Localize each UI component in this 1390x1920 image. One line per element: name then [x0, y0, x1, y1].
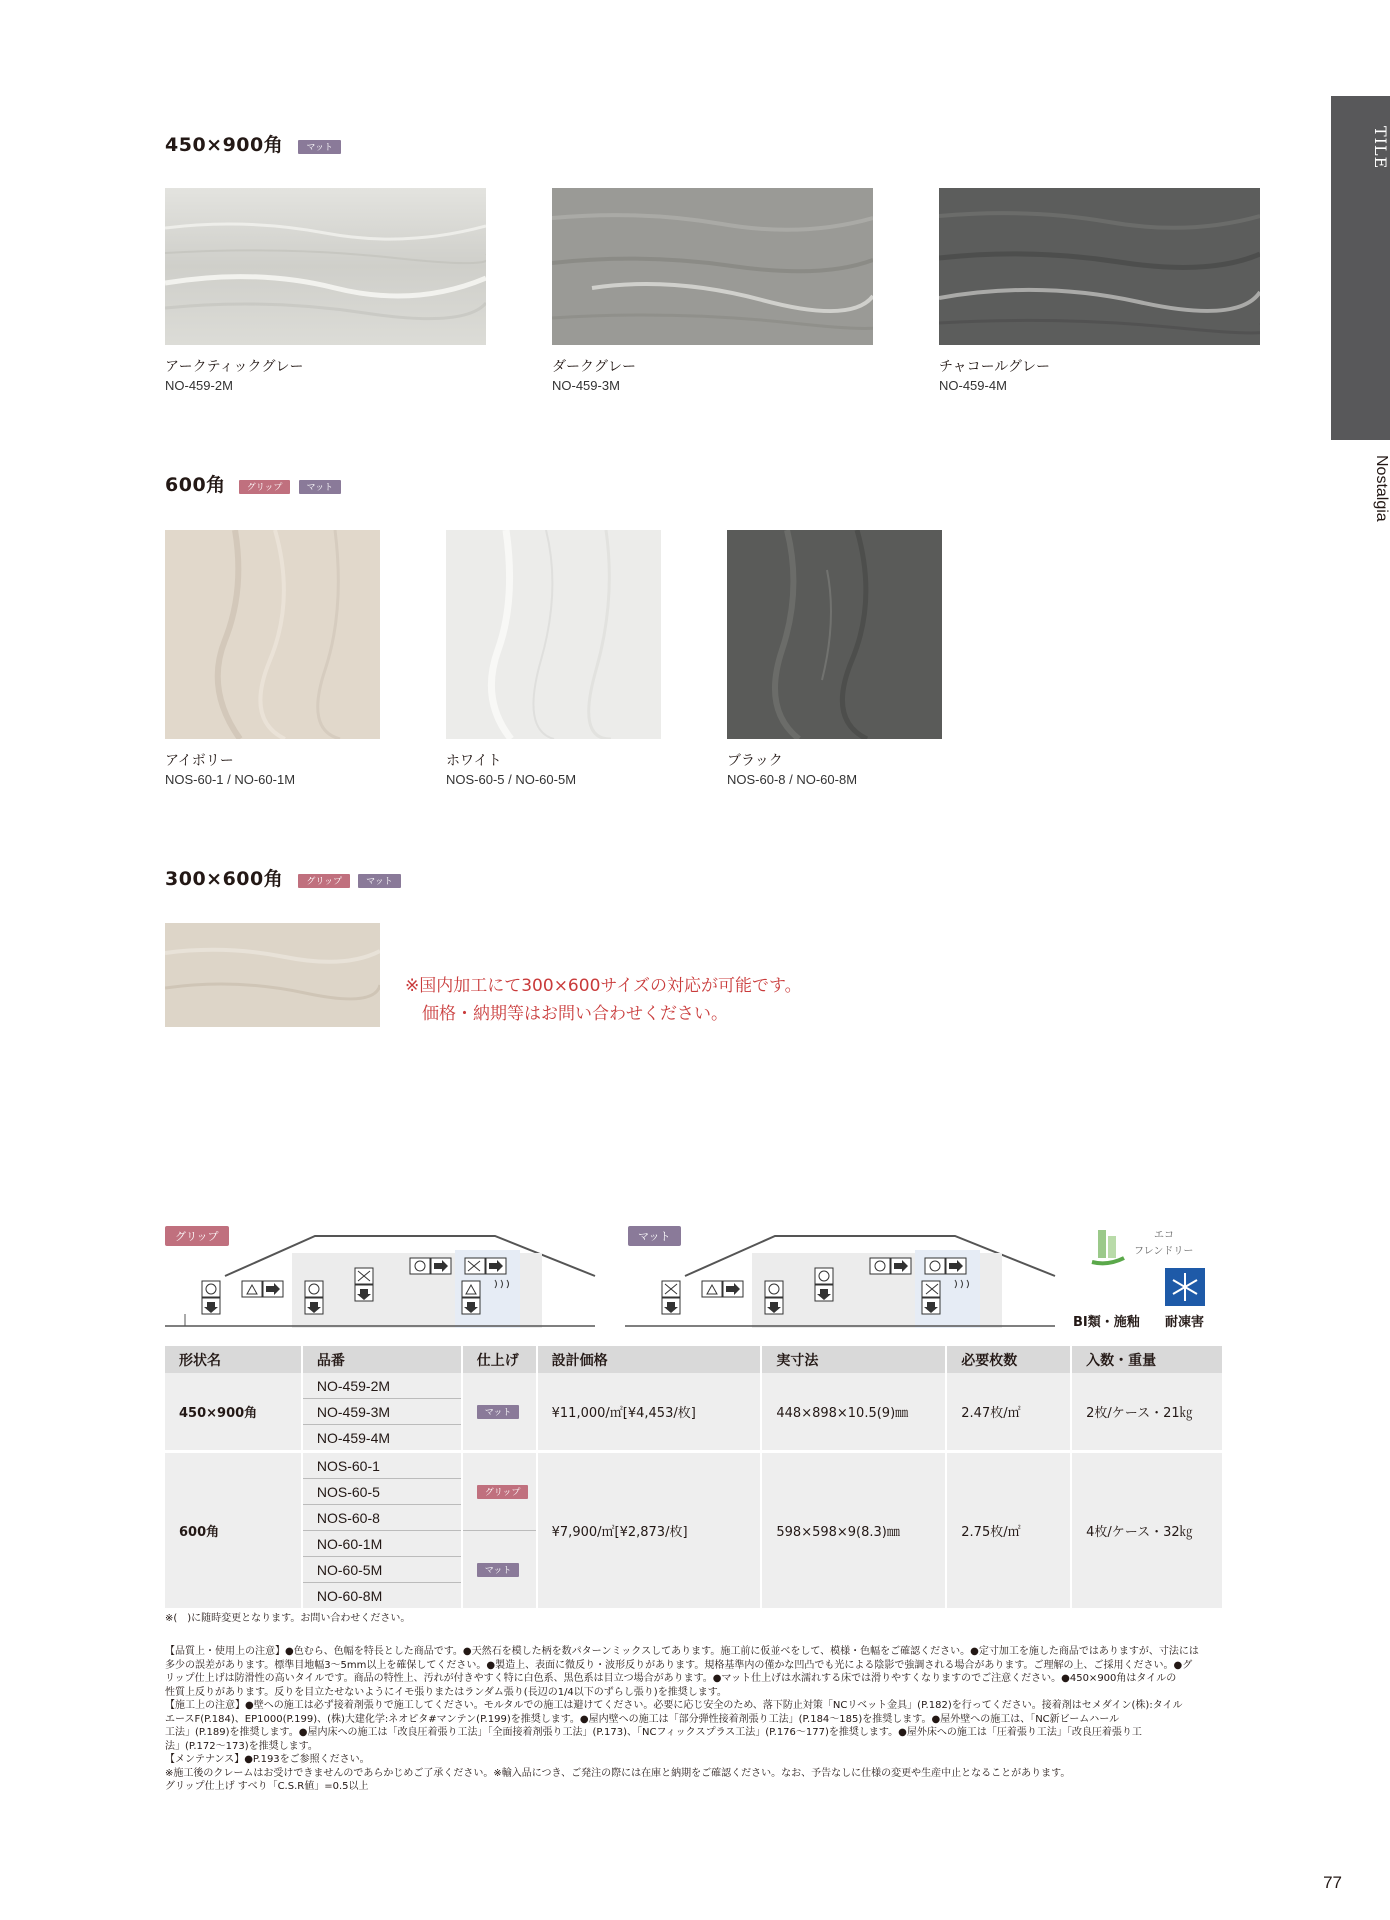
- matt-badge: マット: [298, 140, 341, 154]
- tile-swatch-300x600: [165, 923, 380, 1027]
- tile-swatch-arctic-grey: [165, 188, 486, 345]
- size-cell: 448×898×10.5(9)㎜: [761, 1373, 946, 1450]
- side-tab-label: TILE: [1371, 126, 1390, 170]
- usage-notes: [165, 1645, 1225, 1794]
- code-cell: NO-459-4M: [302, 1425, 462, 1451]
- header-qty: 必要枚数: [946, 1346, 1071, 1373]
- section-title: 300×600角: [165, 868, 284, 890]
- code-cell: NO-60-8M: [302, 1583, 462, 1609]
- tile-swatch-dark-grey: [552, 188, 873, 345]
- grip-badge: グリップ: [239, 480, 291, 494]
- code-cell: NOS-60-1: [302, 1453, 462, 1479]
- shape-cell: 600角: [165, 1453, 302, 1608]
- side-tab: [1331, 96, 1390, 440]
- section-600-header: [165, 470, 341, 497]
- note-line: 法」(P.172〜173)を推奨します。: [165, 1740, 318, 1752]
- code-cell: NO-459-2M: [302, 1373, 462, 1399]
- tile-swatch-charcoal-grey: [939, 188, 1260, 345]
- note-line: 【品質上・使用上の注意】●色むら、色幅を特長とした商品です。●天然石を模した柄を数パターンミックスしてあります。施工前に仮並べをして、模様・色幅をご確認ください。●定寸加工を施した商品ではありますが、寸法には: [165, 1646, 1199, 1657]
- matt-badge: マット: [299, 480, 342, 494]
- tile-swatch-white: [446, 530, 661, 739]
- size-note: [405, 972, 802, 1028]
- tile-code: NOS-60-1 / NO-60-1M: [165, 772, 296, 787]
- price-cell: ¥11,000/㎡[¥4,453/枚]: [537, 1373, 762, 1450]
- spec-table: [165, 1346, 1224, 1608]
- tile-name: ブラック: [727, 753, 783, 769]
- size-note-line2: 価格・納期等はお問い合わせください。: [422, 1004, 728, 1024]
- tile-code: NOS-60-8 / NO-60-8M: [727, 772, 858, 787]
- header-shape: 形状名: [165, 1346, 302, 1373]
- header-finish: 仕上げ: [462, 1346, 537, 1373]
- grip-usage-diagram: [165, 1218, 605, 1332]
- shape-cell: 450×900角: [165, 1373, 302, 1450]
- section-title: 600角: [165, 474, 226, 496]
- price-cell: ¥7,900/㎡[¥2,873/枚]: [537, 1453, 762, 1608]
- snowflake-icon: [1165, 1268, 1205, 1306]
- tile-name: ホワイト: [446, 753, 502, 769]
- header-price: 設計価格: [537, 1346, 762, 1373]
- matt-badge: マット: [477, 1563, 520, 1577]
- code-cell: NO-459-3M: [302, 1399, 462, 1425]
- eco-line2: フレンドリー: [1134, 1246, 1194, 1257]
- bi-label: BI類・施釉: [1073, 1315, 1140, 1330]
- header-pack: 入数・重量: [1071, 1346, 1223, 1373]
- grip-badge: グリップ: [477, 1485, 529, 1499]
- tile-name: アークティックグレー: [165, 359, 304, 375]
- eco-house-icon: [1088, 1222, 1128, 1266]
- tile-name: チャコールグレー: [939, 359, 1051, 375]
- tile-code: NO-459-3M: [552, 378, 620, 393]
- note-line: リップ仕上げは防滑性の高いタイルです。商品の特性上、汚れが付きやすく特に白色系、黒色系は目立つ場合があります。●マット仕上げは水濡れする床では滑りやすくなりますのでご注意ください。●450×900角はタイルの: [165, 1673, 1177, 1684]
- code-cell: NO-60-5M: [302, 1557, 462, 1583]
- qty-cell: 2.47枚/㎡: [946, 1373, 1071, 1450]
- note-line: ※施工後のクレームはお受けできませんのであらかじめご了承ください。※輸入品につき、ご発注の際には在庫と納期をご確認ください。なお、予告なしに仕様の変更や生産中止となることがあります。: [165, 1767, 1071, 1779]
- matt-badge: マット: [477, 1405, 520, 1419]
- finish-cell: [462, 1453, 537, 1531]
- tile-code: NO-459-4M: [939, 378, 1007, 393]
- finish-cell: [462, 1373, 537, 1450]
- tile-name: ダークグレー: [552, 359, 636, 375]
- matt-badge: マット: [358, 874, 401, 888]
- code-cell: NOS-60-5: [302, 1479, 462, 1505]
- table-note: ※( )に随時変更となります。お問い合わせください。: [165, 1613, 411, 1624]
- pack-cell: 2枚/ケース・21㎏: [1071, 1373, 1223, 1450]
- matt-diagram-label: マット: [628, 1226, 681, 1246]
- grip-badge: グリップ: [298, 874, 350, 888]
- grip-diagram-label: グリップ: [165, 1226, 229, 1246]
- section-450-header: [165, 130, 341, 157]
- note-line: 工法」(P.189)を推奨します。●屋内床への施工は「改良圧着張り工法」「全面接着剤張り工法」(P.173)、「NCフィックスプラス工法」(P.176〜177)を推奨します。●屋外床への施工は「圧着張り工法」「改良圧着張り工: [165, 1727, 1142, 1738]
- tile-name: アイボリー: [165, 753, 234, 769]
- pack-cell: 4枚/ケース・32㎏: [1071, 1453, 1223, 1608]
- tile-code: NO-459-2M: [165, 378, 233, 393]
- header-code: 品番: [302, 1346, 462, 1373]
- size-cell: 598×598×9(8.3)㎜: [761, 1453, 946, 1608]
- matt-usage-diagram: [625, 1218, 1065, 1332]
- series-name: Nostalgia: [1373, 455, 1390, 522]
- finish-cell: [462, 1531, 537, 1609]
- section-300-header: [165, 864, 401, 891]
- note-line: 【メンテナンス】●P.193をご参照ください。: [165, 1754, 370, 1765]
- tile-code: NOS-60-5 / NO-60-5M: [446, 772, 577, 787]
- page-number: 77: [1323, 1873, 1342, 1892]
- tile-swatch-black: [727, 530, 942, 739]
- size-note-line1: ※国内加工にて300×600サイズの対応が可能です。: [405, 976, 802, 996]
- header-size: 実寸法: [761, 1346, 946, 1373]
- note-line: エースF(P.184)、EP1000(P.199)、(株)大建化学:ネオピタ#マンテン(P.199)を推奨します。●屋内壁への施工は「部分弾性接着剤張り工法」(P.184〜185)を推奨します。●屋外壁への施工は、「NC新ビームハール: [165, 1713, 1120, 1725]
- tile-swatch-ivory: [165, 530, 380, 739]
- note-line: 多少の誤差があります。標準目地幅3〜5mm以上を確保してください。●製造上、表面に微反り・波形反りがあります。規格基準内の僅かな凹凸でも光による陰影で強調される場合があります。ご理解の上、ご採用ください。●グ: [165, 1659, 1193, 1671]
- code-cell: NO-60-1M: [302, 1531, 462, 1557]
- frost-label: 耐凍害: [1165, 1315, 1205, 1330]
- note-line: 性質上反りがあります。反りを目立たせないようにイモ張りまたはランダム張り(長辺の1/4以下のずらし張り)を推奨します。: [165, 1686, 727, 1698]
- note-line: グリップ仕上げ すべり「C.S.R値」=0.5以上: [165, 1781, 369, 1792]
- eco-line1: エコ: [1154, 1230, 1174, 1241]
- qty-cell: 2.75枚/㎡: [946, 1453, 1071, 1608]
- note-line: 【施工上の注意】●壁への施工は必ず接着剤張りで施工してください。モルタルでの施工は避けてください。必要に応じ安全のため、落下防止対策「NCリベット金具」(P.182)を行ってください。接着剤はセメダイン(株):タイル: [165, 1700, 1183, 1711]
- code-cell: NOS-60-8: [302, 1505, 462, 1531]
- section-title: 450×900角: [165, 134, 284, 156]
- eco-friendly-mark: [1088, 1222, 1213, 1270]
